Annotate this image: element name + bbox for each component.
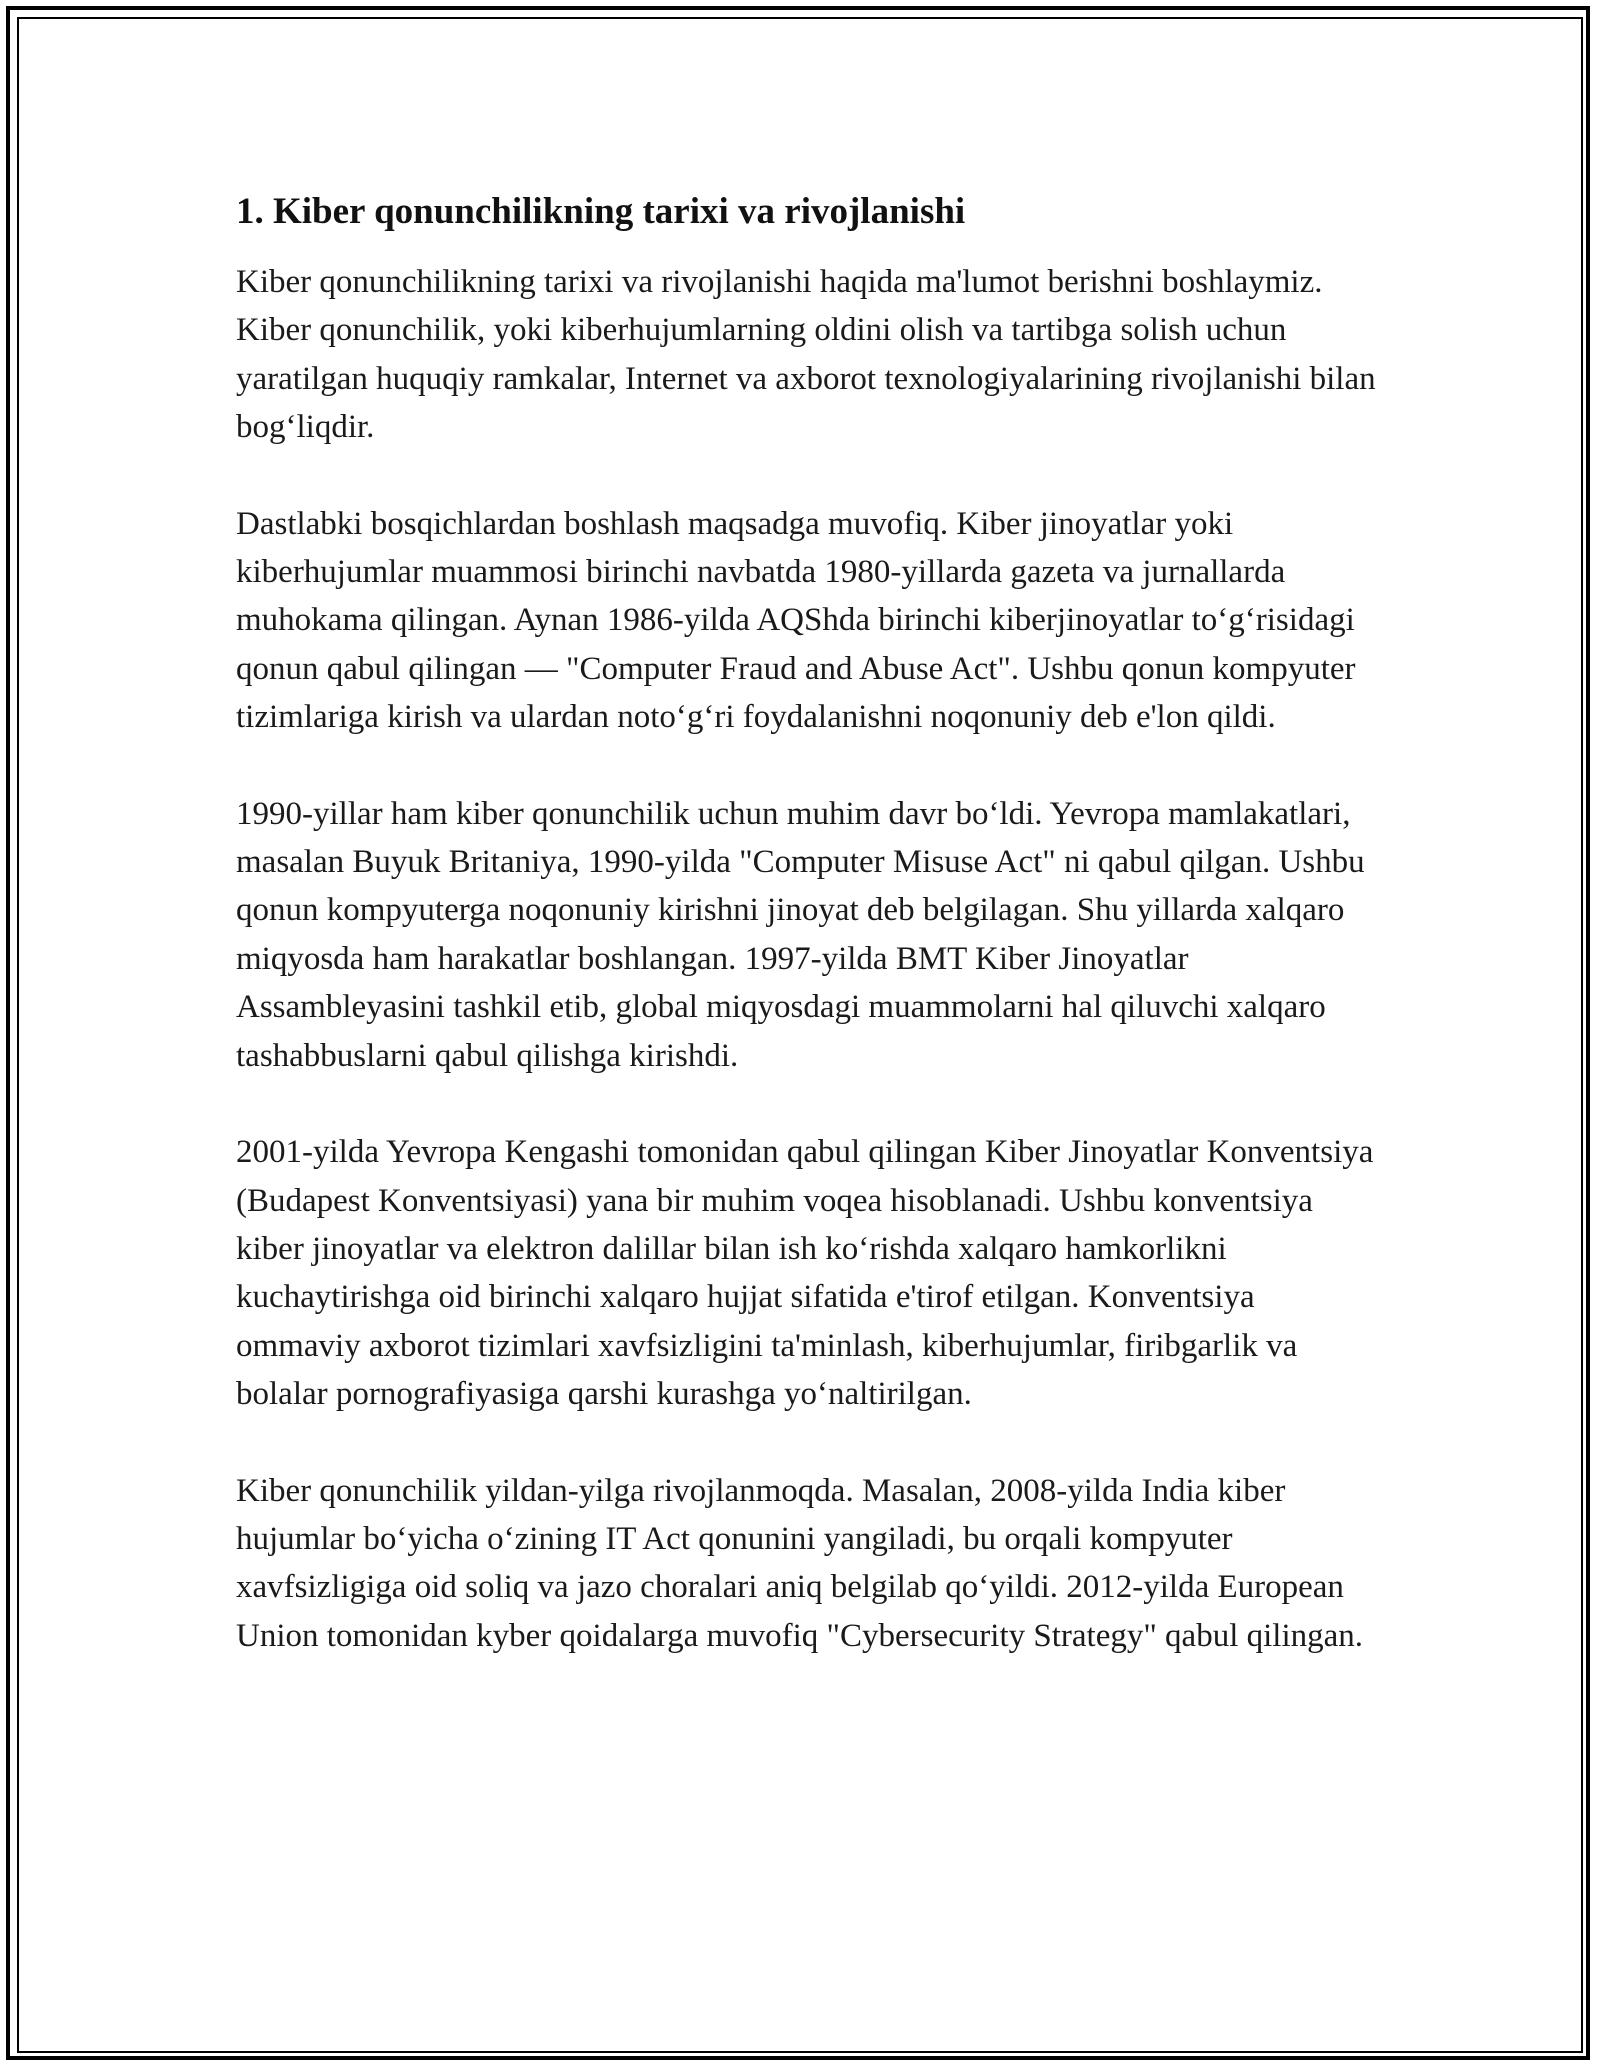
paragraph-intro: Kiber qonunchilikning tarixi va rivojlanishi haqida ma'lumot berishni boshlaymiz. Kiber qonunchilik, yoki kiberhujumlarning oldini olish va tartibga solish uchun yaratilgan huquqiy ramkalar, Internet va axborot texnologiyalarining rivojlanishi bilan bog‘liqdir. <box>236 264 1376 446</box>
section-heading: 1. Kiber qonunchilikning tarixi va rivojlanishi <box>236 191 966 232</box>
paragraph-budapest-convention: 2001-yilda Yevropa Kengashi tomonidan qabul qilingan Kiber Jinoyatlar Konventsiya (Budapest Konventsiyasi) yana bir muhim voqea hisoblanadi. Ushbu konventsiya kiber jinoyatlar va elektron dalillar bilan ish ko‘rishda xalqaro hamkorlikni kuchaytirishga oid birinchi xalqaro hujjat sifatida e'tirof etilgan. Konventsiya ommaviy axborot tizimlari xavfsizligini ta'minlash, kiberhujumlar, firibgarlik va bolalar pornografiyasiga qarshi kurashga yo‘naltirilgan. <box>236 1134 1374 1413</box>
paragraph-recent-developments: Kiber qonunchilik yildan-yilga rivojlanmoqda. Masalan, 2008-yilda India kiber hujumlar bo‘yicha o‘zining IT Act qonunini yangiladi, bu orqali kompyuter xavfsizligiga oid soliq va jazo choralari aniq belgilab qo‘yildi. 2012-yilda European Union tomonidan kyber qoidalarga muvofiq "Cybersecurity Strategy" qabul qilingan. <box>236 1472 1364 1654</box>
paragraph-1990s: 1990-yillar ham kiber qonunchilik uchun muhim davr bo‘ldi. Yevropa mamlakatlari, masalan Buyuk Britaniya, 1990-yilda "Computer Misuse Act" ni qabul qilgan. Ushbu qonun kompyuterga noqonuniy kirishni jinoyat deb belgilagan. Shu yillarda xalqaro miqyosda ham harakatlar boshlangan. 1997-yilda BMT Kiber Jinoyatlar Assambleyasini tashkil etib, global miqyosdagi muammolarni hal qiluvchi xalqaro tashabbuslarni qabul qilishga kirishdi. <box>236 795 1365 1074</box>
document-body <box>236 188 1376 1708</box>
paragraph-early-stage: Dastlabki bosqichlardan boshlash maqsadga muvofiq. Kiber jinoyatlar yoki kiberhujumlar muammosi birinchi navbatda 1980-yillarda gazeta va jurnallarda muhokama qilingan. Aynan 1986-yilda AQShda birinchi kiberjinoyatlar to‘g‘risidagi qonun qabul qilingan — "Computer Fraud and Abuse Act". Ushbu qonun kompyuter tizimlariga kirish va ulardan noto‘g‘ri foydalanishni noqonuniy deb e'lon qildi. <box>236 505 1356 736</box>
